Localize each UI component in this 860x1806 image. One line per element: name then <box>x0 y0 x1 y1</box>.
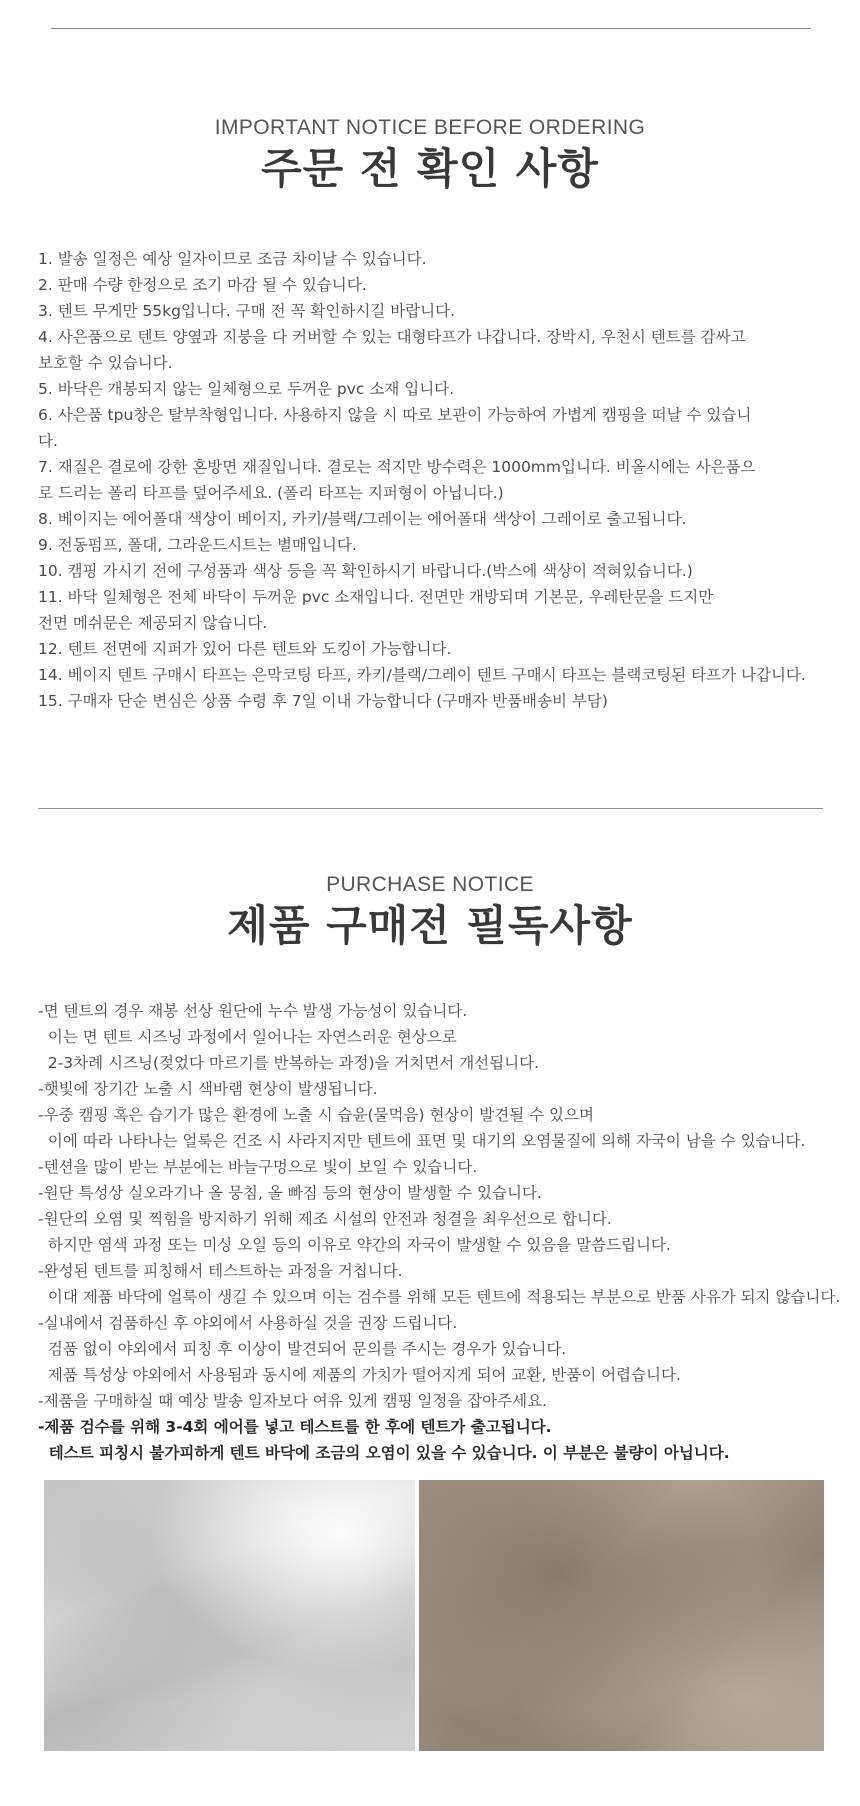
purchase-bold-line: -제품 검수를 위해 3-4회 에어를 넣고 테스트를 한 후에 텐트가 출고됩니다. <box>38 1418 552 1436</box>
notice-line: 11. 바닥 일체형은 전체 바닥이 두꺼운 pvc 소재입니다. 전면만 개방되며 기본문, 우레탄문을 드지만 <box>38 588 714 606</box>
purchase-line: -면 텐트의 경우 재봉 선상 원단에 누수 발생 가능성이 있습니다. <box>38 1002 468 1020</box>
purchase-line: -텐션을 많이 받는 부분에는 바늘구멍으로 빛이 보일 수 있습니다. <box>38 1158 478 1176</box>
notice-line: 4. 사은품으로 텐트 양옆과 지붕을 다 커버할 수 있는 대형타프가 나갑니다. 장박시, 우천시 텐트를 감싸고 <box>38 328 746 346</box>
purchase-line: -제품을 구매하실 때 예상 발송 일자보다 여유 있게 캠핑 일정을 잡아주세요. <box>38 1392 547 1410</box>
purchase-line: -원단의 오염 및 찍힘을 방지하기 위해 제조 시설의 안전과 청결을 최우선으로 합니다. <box>38 1210 612 1228</box>
notice-list <box>38 246 828 714</box>
notice-line: 전면 메쉬문은 제공되지 않습니다. <box>38 614 268 632</box>
notice-line: 5. 바닥은 개봉되지 않는 일체형으로 두꺼운 pvc 소재 입니다. <box>38 380 455 398</box>
purchase-line: -완성된 텐트를 피칭해서 테스트하는 과정을 거칩니다. <box>38 1262 403 1280</box>
notice-line: 보호할 수 있습니다. <box>38 354 173 372</box>
notice-line: 1. 발송 일정은 예상 일자이므로 조금 차이날 수 있습니다. <box>38 250 427 268</box>
top-divider <box>51 28 811 29</box>
purchase-line: 제품 특성상 야외에서 사용됨과 동시에 제품의 가치가 떨어지게 되어 교환, 반품이 어렵습니다. <box>38 1366 681 1384</box>
purchase-list <box>38 998 841 1466</box>
notice-line: 2. 판매 수량 한정으로 조기 마감 될 수 있습니다. <box>38 276 367 294</box>
notice-title-en: IMPORTANT NOTICE BEFORE ORDERING <box>214 116 646 139</box>
notice-line: 다. <box>38 432 58 450</box>
notice-line: 14. 베이지 텐트 구매시 타프는 은막코팅 타프, 카키/블랙/그레이 텐트 구매시 타프는 블랙코팅된 타프가 나갑니다. <box>38 666 806 684</box>
notice-line: 10. 캠핑 가시기 전에 구성품과 색상 등을 꼭 확인하시기 바랍니다.(박스에 색상이 적혀있습니다.) <box>38 562 693 580</box>
purchase-line: -원단 특성상 실오라기나 올 뭉침, 올 빠짐 등의 현상이 발생할 수 있습니다. <box>38 1184 542 1202</box>
purchase-title-en: PURCHASE NOTICE <box>326 873 534 896</box>
purchase-line: -실내에서 검품하신 후 야외에서 사용하실 것을 권장 드립니다. <box>38 1314 458 1332</box>
notice-line: 6. 사은품 tpu창은 탈부착형입니다. 사용하지 않을 시 따로 보관이 가능하여 가볍게 캠핑을 떠날 수 있습니 <box>38 406 752 424</box>
purchase-line: 이는 면 텐트 시즈닝 과정에서 일어나는 자연스러운 현상으로 <box>38 1028 457 1046</box>
notice-line: 3. 텐트 무게만 55kg입니다. 구매 전 꼭 확인하시길 바랍니다. <box>38 302 456 320</box>
notice-line: 15. 구매자 단순 변심은 상품 수령 후 7일 이내 가능합니다 (구매자 반품배송비 부담) <box>38 692 608 710</box>
section-divider <box>38 808 823 809</box>
purchase-line: -햇빛에 장기간 노출 시 색바램 현상이 발생됩니다. <box>38 1080 378 1098</box>
notice-line: 7. 재질은 결로에 강한 혼방면 재질입니다. 결로는 적지만 방수력은 1000mm입니다. 비올시에는 사은품으 <box>38 458 756 476</box>
beige-fabric-photo <box>419 1480 824 1751</box>
purchase-line: 하지만 염색 과정 또는 미싱 오일 등의 이유로 약간의 자국이 발생할 수 있음을 말씀드립니다. <box>38 1236 671 1254</box>
notice-line: 9. 전동펌프, 폴대, 그라운드시트는 별매입니다. <box>38 536 357 554</box>
notice-line: 12. 텐트 전면에 지퍼가 있어 다른 텐트와 도킹이 가능합니다. <box>38 640 452 658</box>
notice-line: 8. 베이지는 에어폴대 색상이 베이지, 카키/블랙/그레이는 에어폴대 색상이 그레이로 출고됩니다. <box>38 510 687 528</box>
notice-line: 로 드리는 폴리 타프를 덮어주세요. (폴리 타프는 지퍼형이 아닙니다.) <box>38 484 504 502</box>
purchase-line: 2-3차례 시즈닝(젖었다 마르기를 반복하는 과정)을 거치면서 개선됩니다. <box>38 1054 539 1072</box>
purchase-line: 검품 없이 야외에서 피칭 후 이상이 발견되어 문의를 주시는 경우가 있습니다. <box>38 1340 567 1358</box>
purchase-bold-line: 테스트 피칭시 불가피하게 텐트 바닥에 조금의 오염이 있을 수 있습니다. 이 부분은 불량이 아닙니다. <box>38 1444 730 1462</box>
purchase-title-ko: 제품 구매전 필독사항 <box>227 901 633 950</box>
white-fabric-photo <box>44 1480 415 1751</box>
purchase-line: -우중 캠핑 혹은 습기가 많은 환경에 노출 시 습윤(물먹음) 현상이 발견될 수 있으며 <box>38 1106 594 1124</box>
notice-title-ko: 주문 전 확인 사항 <box>261 144 599 193</box>
purchase-line: 이에 따라 나타나는 얼룩은 건조 시 사라지지만 텐트에 표면 및 대기의 오염물질에 의해 자국이 남을 수 있습니다. <box>38 1132 806 1150</box>
purchase-line: 이대 제품 바닥에 얼룩이 생길 수 있으며 이는 검수를 위해 모든 텐트에 적용되는 부분으로 반품 사유가 되지 않습니다. <box>38 1288 841 1306</box>
